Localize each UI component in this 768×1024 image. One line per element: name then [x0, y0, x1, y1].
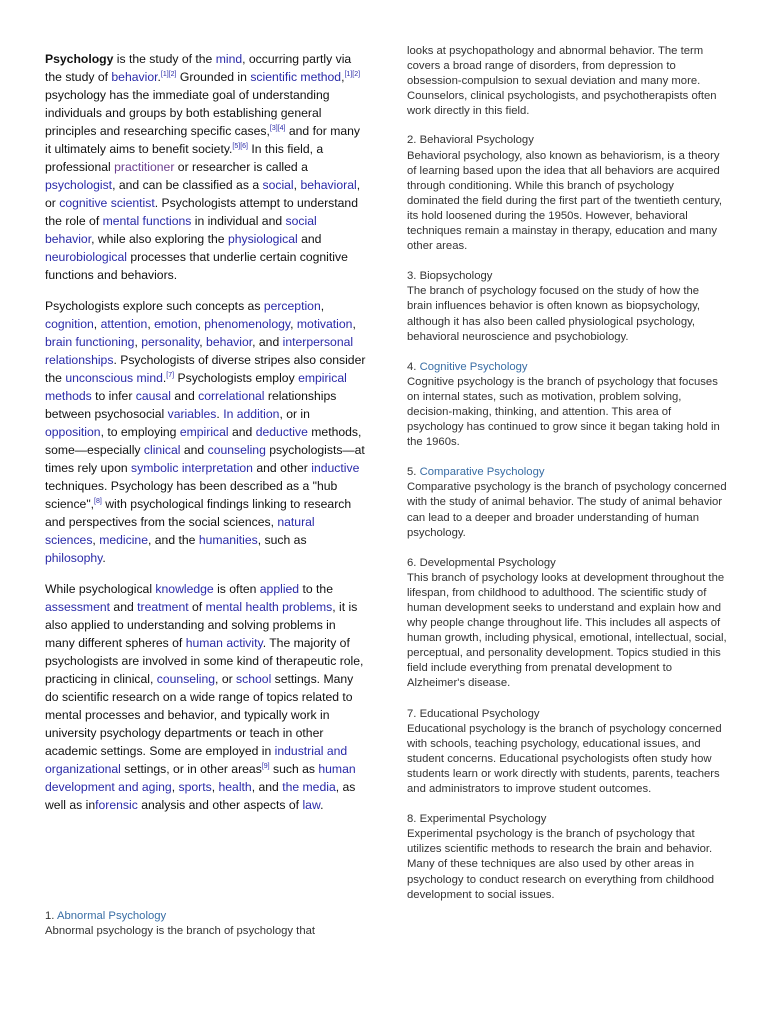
left-column — [45, 50, 367, 827]
citation-ref[interactable]: [3][4] — [269, 125, 286, 132]
inline-link[interactable]: variables — [167, 407, 217, 421]
inline-link[interactable]: social — [262, 178, 294, 192]
section-body: Experimental psychology is the branch of psychology that utilizes scientific methods to research the brain and behavior. Many of these techniques are also used by other areas in psychology to conduct research on everything from childhood development to social issues. — [407, 828, 715, 901]
inline-link[interactable]: symbolic interpretation — [131, 461, 253, 475]
text-run: , — [134, 335, 142, 349]
text-run: , — [93, 317, 101, 331]
text-run: of — [188, 600, 206, 614]
text-run: , — [341, 70, 345, 84]
citation-ref[interactable]: [9] — [261, 763, 270, 770]
text-run: techniques. Psychology has been described as a "hub science", — [45, 479, 338, 511]
section-item — [407, 360, 727, 451]
inline-link[interactable]: cognitive scientist — [59, 196, 155, 210]
section-number: 2. — [407, 134, 420, 147]
section-number: 4. — [407, 360, 420, 373]
section-title: Experimental Psychology — [419, 813, 547, 826]
text-run: Grounded in — [176, 70, 251, 84]
inline-link[interactable]: philosophy — [45, 551, 103, 565]
inline-link[interactable]: attention — [100, 317, 148, 331]
text-run: , and — [251, 780, 283, 794]
section-item — [407, 465, 727, 540]
text-run: is the study of the — [113, 52, 216, 66]
text-run: and — [297, 232, 322, 246]
inline-link[interactable]: scientific method — [250, 70, 342, 84]
section-title: Behavioral Psychology — [419, 134, 534, 147]
text-run: Psychologists employ — [174, 371, 299, 385]
inline-link[interactable]: clinical — [143, 443, 181, 457]
inline-link[interactable]: behavioral — [300, 178, 357, 192]
text-run: , occurring partly via the study of — [45, 52, 352, 84]
text-run: . — [162, 371, 167, 385]
section-number: 8. — [407, 813, 420, 826]
text-run: relationships between psychosocial — [45, 389, 337, 421]
section-item — [407, 812, 727, 903]
inline-link[interactable]: counseling — [156, 672, 216, 686]
section-abnormal — [45, 909, 367, 939]
inline-link[interactable]: physiological — [227, 232, 298, 246]
section-body: Educational psychology is the branch of psychology concerned with schools, teaching psychology, educational issues, and student concerns. Educational psychologists often study how students learn or work directly with students, parents, teachers and administrators to improve student outcomes. — [407, 722, 722, 796]
citation-ref[interactable]: [8] — [94, 498, 102, 505]
section-title-link[interactable]: Comparative Psychology — [419, 466, 545, 479]
inline-link[interactable]: personality — [141, 335, 200, 349]
applications-paragraph — [45, 580, 367, 814]
inline-link[interactable]: unconscious mind — [65, 371, 163, 385]
inline-link[interactable]: emotion — [154, 317, 198, 331]
section-item — [407, 133, 727, 254]
inline-link[interactable]: applied — [259, 582, 300, 596]
inline-link[interactable]: interpersonal relationships — [45, 335, 354, 367]
inline-link[interactable]: social behavior — [45, 214, 317, 246]
section-body: Behavioral psychology, also known as behaviorism, is a theory of learning based upon the idea that all behaviors are acquired through conditioning. While this branch of psychology dominated the field during the first part of the twentieth century, its hold loosened during the 1950s. However, behavioral techniques remain a mainstay in therapy, education and many other areas. — [407, 149, 723, 253]
inline-link[interactable]: behavior — [206, 335, 253, 349]
section-body: Abnormal psychology is the branch of psychology that — [45, 925, 316, 938]
inline-link[interactable]: behavior — [111, 70, 158, 84]
text-run: , or in — [279, 407, 310, 421]
inline-link[interactable]: knowledge — [155, 582, 214, 596]
text-run: , while also exploring the — [91, 232, 228, 246]
text-run: is often — [213, 582, 260, 596]
inline-link[interactable]: inductive — [311, 461, 360, 475]
text-run: While psychological — [45, 582, 156, 596]
inline-link[interactable]: perception — [263, 299, 321, 313]
text-run: and other — [252, 461, 312, 475]
text-run: . The majority of psychologists are involved in some kind of therapeutic role, practicing in clinical, — [45, 636, 364, 686]
text-run: , — [352, 317, 356, 331]
text-run: . — [157, 70, 161, 84]
text-run: psychologists—at times rely upon — [45, 443, 365, 475]
section-number: 7. — [407, 707, 420, 720]
section-number: 5. — [407, 466, 420, 479]
section-body: Cognitive psychology is the branch of psychology that focuses on internal states, such as motivation, problem solving, decision-making, thinking, and attention. This area of psychology has continued to grow since it began taking hold in the 1960s. — [407, 375, 720, 449]
inline-link[interactable]: neurobiological — [45, 250, 127, 264]
text-run: settings, or in other areas — [120, 762, 262, 776]
inline-link[interactable]: cognition — [45, 317, 94, 331]
text-run: with psychological findings linking to research and perspectives from the social sciences, — [45, 497, 352, 529]
inline-link[interactable]: opposition — [45, 425, 101, 439]
text-run: , — [92, 533, 100, 547]
text-run: to infer — [91, 389, 136, 403]
inline-link[interactable]: health — [218, 780, 252, 794]
inline-link[interactable]: forensic — [95, 798, 138, 812]
inline-link[interactable]: assessment — [45, 600, 111, 614]
inline-link[interactable]: school — [236, 672, 272, 686]
citation-ref[interactable]: [5][6] — [232, 143, 248, 150]
text-run: , — [293, 178, 301, 192]
section-number: 3. — [407, 270, 420, 283]
inline-link[interactable]: human development and aging — [45, 762, 356, 794]
text-run: in individual and — [191, 214, 286, 228]
section-title-link[interactable]: Abnormal Psychology — [56, 910, 167, 922]
text-run: Psychologists explore such concepts as — [45, 299, 264, 313]
citation-ref[interactable]: [1][2] — [344, 71, 361, 78]
text-run: , or — [215, 672, 237, 686]
text-run: In this field, a professional — [45, 142, 324, 174]
inline-link[interactable]: In addition — [223, 407, 280, 421]
text-run: . Psychologists attempt to understand the role of — [45, 196, 358, 228]
inline-link[interactable]: treatment — [137, 600, 189, 614]
section-body: This branch of psychology looks at development throughout the lifespan, from childhood to adulthood. The scientific study of human development seeks to understand and explain how and why people change throughout life. This includes all aspects of human growth, including physical, emotional, intellectual, social, perceptual, and personality development. Topics studied in this field include everything from prenatal development to Alzheimer's disease. — [407, 571, 727, 690]
section-body: The branch of psychology focused on the study of how the brain influences behavior is often known as biopsychology, although it has also been called physiological psychology, behavioral neuroscience and psychobiology. — [407, 285, 701, 343]
text-run: to the — [299, 582, 333, 596]
inline-link[interactable]: correlational — [198, 389, 265, 403]
inline-link[interactable]: empirical methods — [45, 371, 347, 403]
text-run: , as well as in — [45, 780, 356, 812]
citation-ref[interactable]: [7] — [166, 372, 175, 379]
inline-link[interactable]: brain functioning — [45, 335, 135, 349]
term-bold: Psychology — [45, 52, 114, 66]
text-run: , — [197, 317, 205, 331]
text-run: . Psychologists of diverse stripes also consider the — [45, 353, 366, 385]
inline-link[interactable]: deductive — [255, 425, 308, 439]
concepts-paragraph — [45, 297, 367, 567]
inline-link[interactable]: law — [302, 798, 321, 812]
inline-link[interactable]: mental functions — [102, 214, 192, 228]
text-run: , — [171, 780, 179, 794]
inline-link[interactable]: sports — [178, 780, 212, 794]
section-title: Biopsychology — [419, 270, 493, 283]
text-run: . — [102, 551, 106, 565]
section-body: Comparative psychology is the branch of psychology concerned with the study of animal behavior. The study of animal behavior can lead to a deeper and broader understanding of human psychology. — [407, 481, 727, 539]
inline-link[interactable]: medicine — [99, 533, 148, 547]
inline-link[interactable]: mental health problems — [205, 600, 333, 614]
text-run: , — [147, 317, 155, 331]
text-run: , such as — [257, 533, 307, 547]
text-run: , — [199, 335, 207, 349]
section-item — [407, 269, 727, 344]
text-run: analysis and other aspects of — [137, 798, 303, 812]
section-item — [407, 556, 727, 692]
inline-link[interactable]: natural sciences — [45, 515, 315, 547]
intro-paragraph — [45, 50, 367, 284]
text-run: and — [180, 443, 208, 457]
inline-link[interactable]: humanities — [198, 533, 258, 547]
inline-link[interactable]: psychologist — [45, 178, 113, 192]
text-run: methods, some—especially — [45, 425, 362, 457]
text-run: , and the — [147, 533, 199, 547]
right-column — [407, 44, 727, 918]
text-run: , — [290, 317, 297, 331]
inline-link[interactable]: empirical — [179, 425, 229, 439]
citation-ref[interactable]: [1][2] — [160, 71, 177, 78]
text-run: such as — [269, 762, 319, 776]
text-run: , — [211, 780, 219, 794]
text-run: . — [320, 798, 324, 812]
text-run: or researcher is called a — [174, 160, 308, 174]
text-run: and — [110, 600, 138, 614]
text-run: and — [171, 389, 199, 403]
inline-link[interactable]: mind — [215, 52, 243, 66]
inline-link[interactable]: phenomenology — [204, 317, 291, 331]
section-abnormal-continued: looks at psychopathology and abnormal behavior. The term covers a broad range of disorders, from depression to obsession-compulsion to sexual deviation and many more. Counselors, clinical psychologists, and psychotherapists often work directly in this field. — [407, 45, 717, 118]
text-run: , to employing — [100, 425, 180, 439]
inline-link[interactable]: industrial and organizational — [45, 744, 348, 776]
text-run: and for many it ultimately aims to benefit society. — [45, 124, 361, 156]
inline-link[interactable]: the media — [282, 780, 336, 794]
section-list — [407, 133, 727, 902]
text-run: settings. Many do scientific research on a wide range of topics related to mental processes and behavior, and typically work in university psychology departments or teach in other academic settings. Some are employed in — [45, 672, 354, 758]
section-title-link[interactable]: Cognitive Psychology — [419, 360, 528, 373]
text-run: , or — [45, 178, 361, 210]
inline-link[interactable]: practitioner — [114, 160, 175, 174]
inline-link[interactable]: motivation — [296, 317, 353, 331]
section-title: Developmental Psychology — [419, 556, 556, 569]
inline-link[interactable]: human activity — [185, 636, 263, 650]
section-item — [407, 707, 727, 798]
text-run: and — [228, 425, 256, 439]
text-run: , it is also applied to understanding and solving problems in many different spheres of — [45, 600, 358, 650]
inline-link[interactable]: counseling — [207, 443, 266, 457]
section-title: Educational Psychology — [419, 707, 540, 720]
text-run: psychology has the immediate goal of understanding individuals and groups by both establishing general principles and researching specific cases, — [45, 88, 330, 138]
inline-link[interactable]: causal — [135, 389, 172, 403]
text-run: , and can be classified as a — [112, 178, 263, 192]
section-number: 1. — [45, 910, 57, 922]
section-number: 6. — [407, 556, 420, 569]
text-run: , and — [252, 335, 283, 349]
text-run: . — [216, 407, 224, 421]
text-run: , — [320, 299, 325, 313]
text-run: processes that underlie certain cognitive functions and behaviors. — [45, 250, 348, 282]
